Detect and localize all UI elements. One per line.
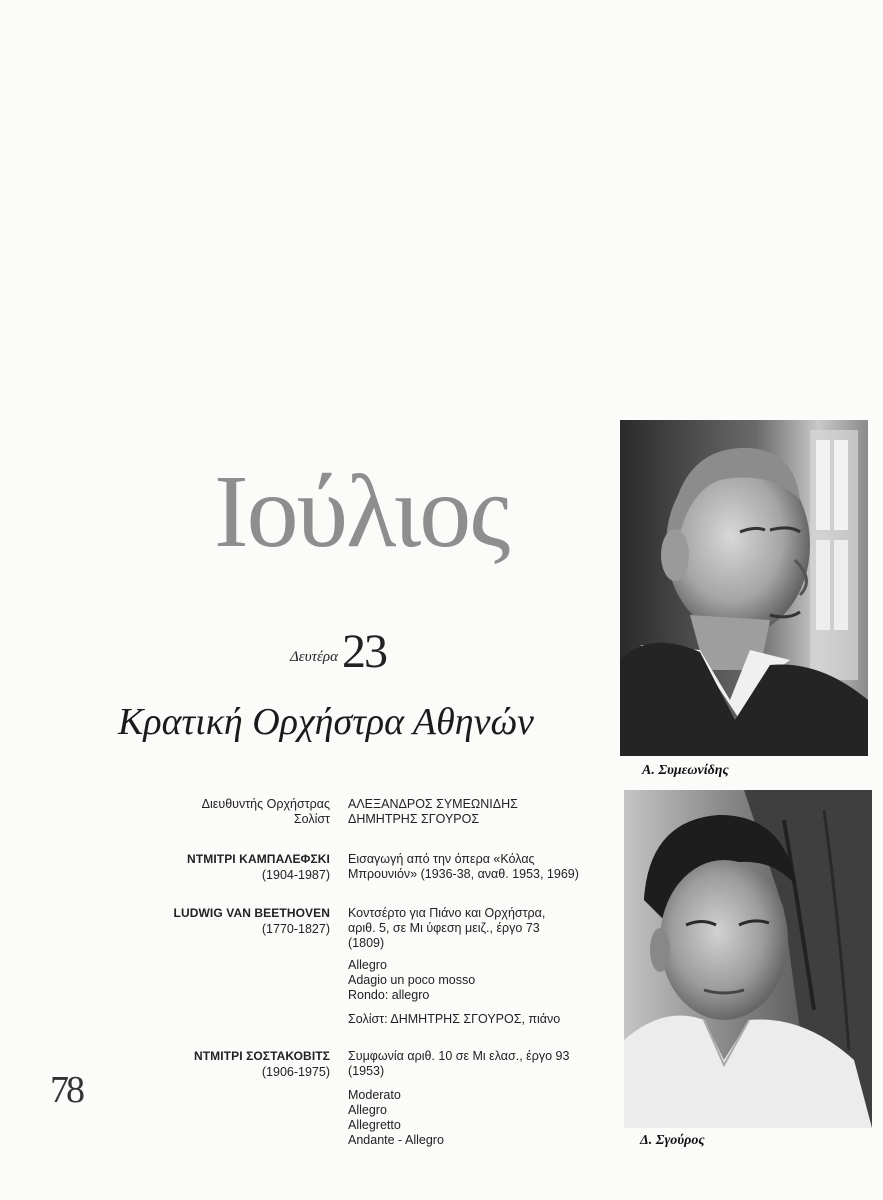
work-line: Εισαγωγή από την όπερα «Κόλας [348, 852, 535, 866]
movement: Adagio un poco mosso [348, 973, 476, 987]
movement: Allegro [348, 958, 387, 972]
movement-list [348, 958, 608, 1003]
work-line: Κοντσέρτο για Πιάνο και Ορχήστρα, [348, 906, 546, 920]
day-number: 23 [341, 625, 386, 678]
composer-name: ΝΤΜΙΤΡΙ ΚΑΜΠΑΛΕΦΣΚΙ [187, 852, 330, 866]
work-line: Συμφωνία αριθ. 10 σε Μι ελασ., έργο 93 [348, 1049, 570, 1063]
soloist-portrait-image [624, 790, 872, 1128]
composer-years: (1770-1827) [261, 922, 330, 936]
work-line: αριθ. 5, σε Μι ύφεση μειζ., έργο 73 [348, 921, 540, 935]
movement: Rondo: allegro [348, 988, 430, 1002]
soloist-photo [624, 790, 872, 1128]
soloist-name: ΔΗΜΗΤΡΗΣ ΣΓΟΥΡΟΣ [348, 812, 480, 826]
composer-years: (1906-1975) [261, 1065, 330, 1079]
concert-date [290, 618, 386, 678]
composer-years: (1904-1987) [261, 868, 330, 882]
work-line: (1809) [348, 936, 385, 950]
work-line: (1953) [348, 1064, 385, 1078]
work-title [348, 852, 608, 882]
work-title [348, 906, 608, 951]
soloist-note: Σολίστ: ΔΗΜΗΤΡΗΣ ΣΓΟΥΡΟΣ, πιάνο [348, 1012, 561, 1026]
movement: Allegretto [348, 1118, 401, 1132]
page-number: 78 [50, 1069, 82, 1111]
movement-list [348, 1088, 608, 1148]
composer-name: LUDWIG VAN BEETHOVEN [173, 906, 330, 920]
orchestra-title: Κρατική Ορχήστρα Αθηνών [118, 701, 534, 743]
movement: Moderato [348, 1088, 401, 1102]
conductor-portrait-image [620, 420, 868, 756]
conductor-photo [620, 420, 868, 756]
conductor-caption: Α. Συμεωνίδης [642, 763, 729, 778]
soloist-role: Σολίστ [293, 812, 330, 826]
composer-name: ΝΤΜΙΤΡΙ ΣΟΣΤΑΚΟΒΙΤΣ [193, 1049, 330, 1063]
work-line: Μπρουνιόν» (1936-38, αναθ. 1953, 1969) [348, 867, 579, 881]
movement: Allegro [348, 1103, 387, 1117]
soloist-caption: Δ. Σγούρος [640, 1133, 705, 1148]
conductor-name: ΑΛΕΞΑΝΔΡΟΣ ΣΥΜΕΩΝΙΔΗΣ [348, 797, 518, 811]
conductor-role: Διευθυντής Ορχήστρας [201, 797, 330, 811]
work-title [348, 1049, 608, 1079]
day-name: Δευτέρα [290, 649, 338, 665]
month-title: Ιούλιος [214, 454, 509, 569]
movement: Andante - Allegro [348, 1133, 444, 1147]
